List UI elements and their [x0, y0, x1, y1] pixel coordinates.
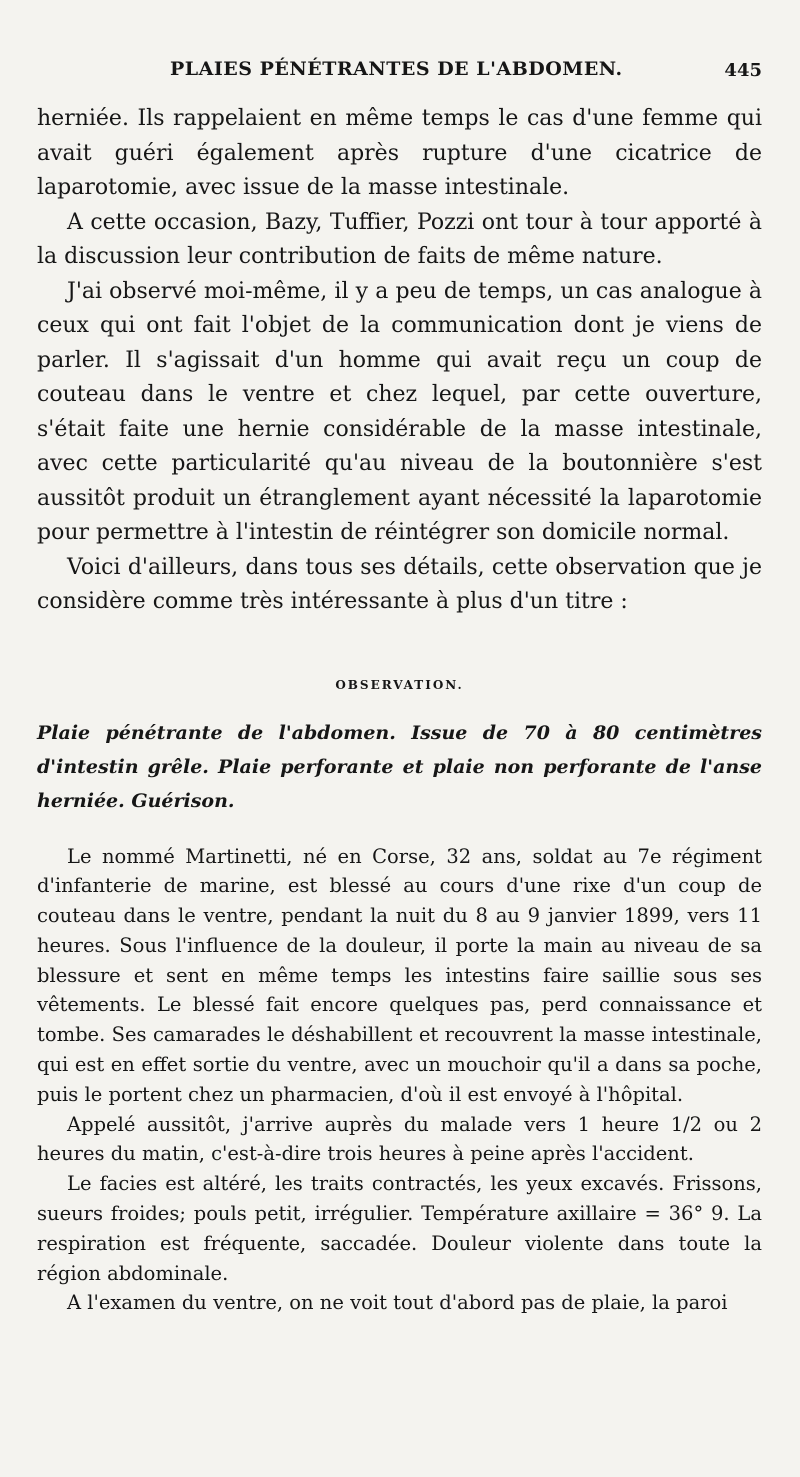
page-header: [0, 52, 800, 92]
observation-title: Plaie pénétrante de l'abdomen. Issue de 70 à 80 centimètres d'intestin grêle. Plaie perforante et plaie non perforante de l'anse herniée. Guérison.: [37, 721, 762, 812]
paragraph: herniée. Ils rappelaient en même temps le cas d'une femme qui avait guéri également après rupture d'une cicatrice de laparotomie, avec issue de la masse intestinale.: [37, 106, 762, 200]
paragraph: A l'examen du ventre, on ne voit tout d'abord pas de plaie, la paroi: [67, 1291, 728, 1315]
observation-heading: OBSERVATION.: [335, 677, 464, 692]
paragraph: J'ai observé moi-même, il y a peu de temps, un cas analogue à ceux qui ont fait l'objet de la communication dont je viens de parler. Il s'agissait d'un homme qui avait reçu un coup de couteau dans le ventre et chez lequel, par cette ouverture, s'était faite une hernie considérable de la masse intestinale, avec cette particularité qu'au niveau de la boutonnière s'est aussitôt produit un étranglement ayant nécessité la laparotomie pour permettre à l'intestin de réintégrer son domicile normal.: [37, 278, 762, 545]
paragraph: A cette occasion, Bazy, Tuffier, Pozzi ont tour à tour apporté à la discussion leur contribution de faits de même nature.: [37, 209, 762, 269]
paragraph: Appelé aussitôt, j'arrive auprès du malade vers 1 heure 1/2 ou 2 heures du matin, c'est-à-dire trois heures à peine après l'accident.: [37, 1112, 762, 1166]
page-number: 445: [724, 60, 762, 81]
intro-section: [37, 102, 762, 620]
paragraph: Le facies est altéré, les traits contractés, les yeux excavés. Frissons, sueurs froides; pouls petit, irrégulier. Température axillaire = 36° 9. La respiration est fréquente, saccadée. Douleur violente dans toute la région abdominale.: [37, 1172, 762, 1285]
observation-section: [37, 842, 762, 1319]
paragraph: Le nommé Martinetti, né en Corse, 32 ans, soldat au 7e régiment d'infanterie de marine, est blessé au cours d'une rixe d'un coup de couteau dans le ventre, pendant la nuit du 8 au 9 janvier 1899, vers 11 heures. Sous l'influence de la douleur, il porte la main au niveau de sa blessure et sent en même temps les intestins faire saillie sous ses vêtements. Le blessé fait encore quelques pas, perd connaissance et tombe. Ses camarades le déshabillent et recouvrent la masse intestinale, qui est en effet sortie du ventre, avec un mouchoir qu'il a dans sa poche, puis le portent chez un pharmacien, d'où il est envoyé à l'hôpital.: [37, 844, 762, 1106]
page-body: [37, 102, 762, 1318]
paragraph: Voici d'ailleurs, dans tous ses détails, cette observation que je considère comme très intéressante à plus d'un titre :: [37, 554, 762, 614]
running-title: PLAIES PÉNÉTRANTES DE L'ABDOMEN.: [170, 58, 623, 80]
